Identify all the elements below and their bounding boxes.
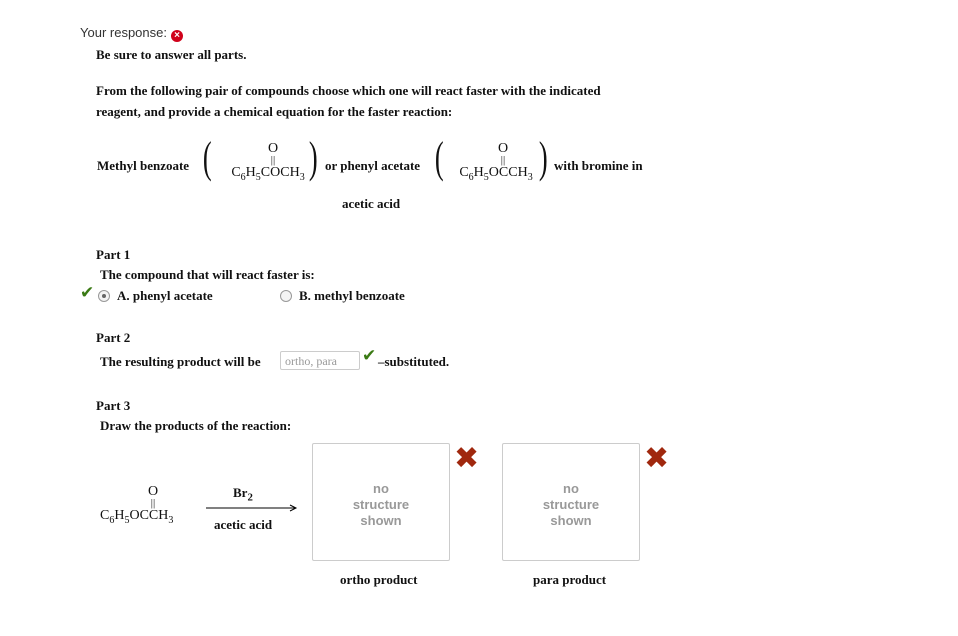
double-bond: || [500, 154, 506, 166]
radio-a[interactable] [98, 290, 110, 302]
paren-close: ) [308, 133, 318, 182]
radio-b[interactable] [280, 290, 292, 302]
response-label [80, 25, 183, 42]
reagent-solvent: acetic acid [214, 517, 273, 532]
formula-text: $C_6H_5COCH_3$ [231, 165, 305, 183]
question-line-1: From the following pair of compounds choose which one will react faster with the indicated [96, 83, 601, 98]
oxygen: O [497, 141, 509, 156]
correct-check-icon: ✔ [80, 283, 95, 303]
correct-check-icon: ✔ [362, 346, 377, 366]
reagent-text-2: acetic acid [342, 196, 401, 211]
formula-text: $C_6H_5OCCH_3$ [459, 165, 533, 183]
response-label-text: Your response: [80, 25, 167, 40]
paren-open: ( [434, 133, 444, 182]
para-product-label: para product [533, 572, 607, 587]
reagent-text: with bromine in [554, 158, 643, 173]
instructions: Be sure to answer all parts. [96, 47, 247, 62]
paren-close: ) [538, 133, 548, 182]
option-a-label: A. phenyl acetate [117, 288, 213, 303]
option-b-label: B. methyl benzoate [299, 288, 405, 303]
paren-open: ( [202, 133, 212, 182]
incorrect-badge-icon: × [171, 30, 183, 42]
question-line-2: reagent, and provide a chemical equation for the faster reaction: [96, 104, 453, 119]
reaction-arrow-icon [206, 504, 298, 512]
answer-dropdown[interactable]: ortho, para [280, 351, 360, 370]
option-a[interactable] [98, 288, 213, 304]
formula-text: $C_6H_5OCCH_3$ [100, 508, 174, 526]
reagent-br2: $Br_2$ [233, 485, 253, 504]
part3-title: Part 3 [96, 398, 131, 413]
part1-title: Part 1 [96, 247, 131, 262]
double-bond: || [270, 154, 276, 166]
compound2-formula [446, 142, 546, 186]
oxygen: O [267, 141, 279, 156]
ortho-product-label: ortho product [340, 572, 418, 587]
option-b[interactable] [280, 288, 405, 304]
ortho-product-drawing-box[interactable]: no structure shown [312, 443, 450, 561]
part3-prompt: Draw the products of the reaction: [100, 418, 292, 433]
part2-suffix: –substituted. [378, 354, 450, 369]
oxygen: O [147, 484, 159, 499]
para-product-drawing-box[interactable]: no structure shown [502, 443, 640, 561]
incorrect-x-icon: ✖ [644, 441, 670, 476]
incorrect-x-icon: ✖ [454, 441, 480, 476]
compound1-name: Methyl benzoate [97, 158, 190, 173]
part1-prompt: The compound that will react faster is: [100, 267, 315, 282]
reactant-formula [100, 485, 206, 529]
part2-title: Part 2 [96, 330, 131, 345]
compound1-formula [218, 142, 318, 186]
or-text: or phenyl acetate [325, 158, 421, 173]
double-bond: || [150, 497, 156, 509]
part2-prompt: The resulting product will be [100, 354, 261, 369]
